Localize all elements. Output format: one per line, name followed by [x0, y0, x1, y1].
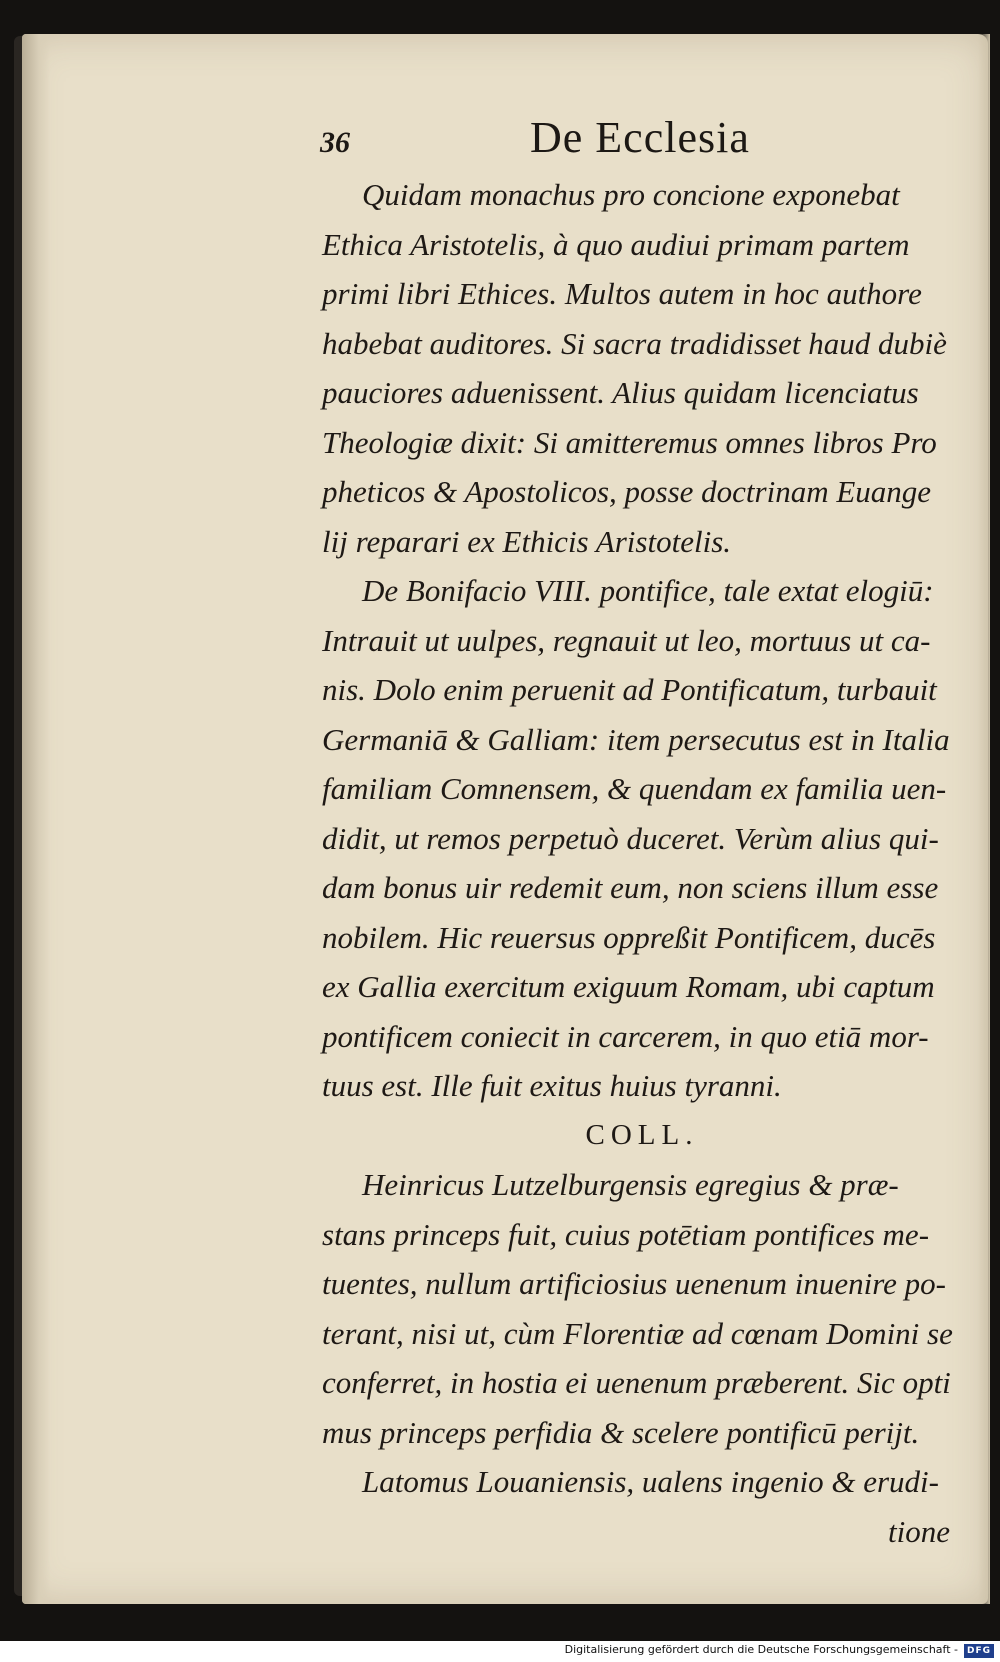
- text-line: Intrauit ut uulpes, regnauit ut leo, mortuus ut ca-: [322, 622, 931, 658]
- text-line: conferret, in hostia ei uenenum præberent. Sic opti: [322, 1365, 951, 1400]
- page-gutter: [22, 34, 50, 1604]
- text-line: nobilem. Hic reuersus oppreßit Pontificem, ducēs: [322, 919, 936, 955]
- text-line: Ethica Aristotelis, à quo audiui primam partem: [322, 226, 910, 262]
- text-line: didit, ut remos perpetuò duceret. Verùm alius qui-: [322, 820, 939, 856]
- text-line: Theologiæ dixit: Si amitteremus omnes libros Pro: [322, 424, 937, 460]
- text-line: Latomus Louaniensis, ualens ingenio & erudi-: [362, 1464, 939, 1499]
- text-line: Germaniā & Galliam: item persecutus est in Italia: [322, 721, 950, 757]
- text-line: nis. Dolo enim peruenit ad Pontificatum, turbauit: [322, 672, 937, 707]
- body-text: [322, 170, 962, 1556]
- footer-credit: Digitalisierung gefördert durch die Deutsche Forschungsgemeinschaft -: [564, 1643, 958, 1656]
- page-header: [320, 112, 960, 168]
- text-line: pheticos & Apostolicos, posse doctrinam Euange: [322, 474, 932, 509]
- text-line: habebat auditores. Si sacra tradidisset haud dubiè: [322, 325, 947, 361]
- text-line: De Bonifacio VIII. pontifice, tale extat elogiū:: [362, 573, 934, 608]
- text-line: terant, nisi ut, cùm Florentiæ ad cœnam Domini se: [322, 1315, 953, 1351]
- text-line: pauciores aduenissent. Alius quidam licenciatus: [322, 375, 919, 410]
- page-number: 36: [320, 126, 350, 159]
- running-title: De Ecclesia: [530, 113, 750, 162]
- text-line: primi libri Ethices. Multos autem in hoc authore: [322, 276, 922, 311]
- text-line: Quidam monachus pro concione exponebat: [362, 177, 900, 212]
- section-heading: COLL.: [585, 1118, 699, 1151]
- text-line: pontificem coniecit in carcerem, in quo etiā mor-: [322, 1018, 929, 1054]
- text-line: familiam Comnensem, & quendam ex familia uen-: [322, 771, 947, 806]
- text-line: tuus est. Ille fuit exitus huius tyranni.: [322, 1068, 782, 1103]
- catchword: tione: [888, 1513, 950, 1549]
- text-line: ex Gallia exercitum exiguum Romam, ubi captum: [322, 969, 935, 1004]
- footer-bar: [0, 1641, 1000, 1662]
- page-edge: [978, 34, 990, 1604]
- text-line: lij reparari ex Ethicis Aristotelis.: [322, 523, 732, 559]
- text-line: mus princeps perfidia & scelere pontificū perijt.: [322, 1414, 920, 1450]
- text-line: tuentes, nullum artificiosius uenenum inuenire po-: [322, 1266, 946, 1301]
- text-line: dam bonus uir redemit eum, non sciens illum esse: [322, 870, 939, 905]
- dfg-logo-icon: DFG: [964, 1644, 994, 1658]
- text-line: Heinricus Lutzelburgensis egregius & præ-: [362, 1167, 899, 1202]
- text-line: stans princeps fuit, cuius potētiam pontifices me-: [322, 1216, 930, 1252]
